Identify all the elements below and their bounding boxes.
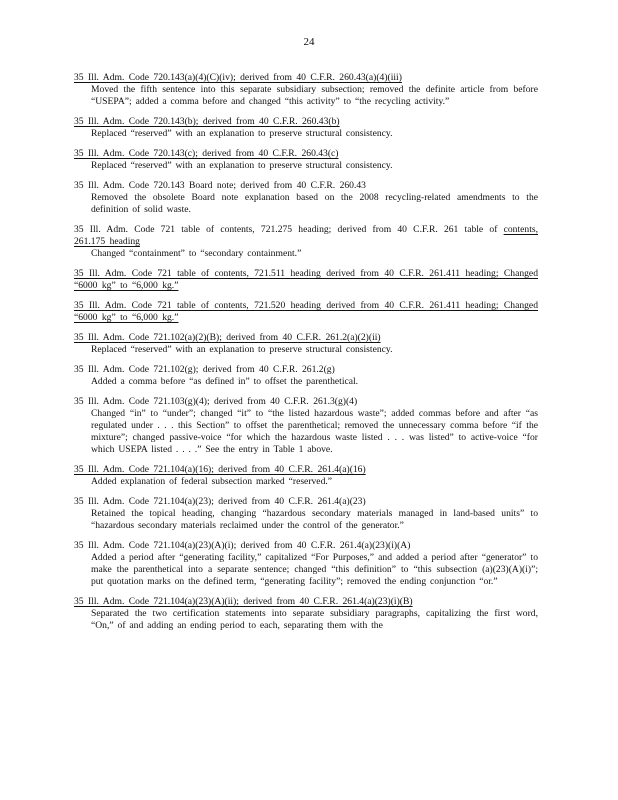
entry-citation: 35 Ill. Adm. Code 721.104(a)(16); derived from 40 C.F.R. 261.4(a)(16) — [74, 464, 366, 475]
entry-citation: 35 Ill. Adm. Code 720.143(a)(4)(C)(iv); derived from 40 C.F.R. 260.43(a)(4)(iii) — [74, 72, 402, 83]
entry-note: Replaced “reserved” with an explanation to preserve structural consistency. — [91, 344, 393, 355]
entry — [74, 540, 538, 588]
entry-note: Changed “in” to “under”; changed “it” to “the listed hazardous waste”; added commas before and after “as regulated under . . . this Section” to offset the parenthetical; removed the unnecessary comma before “if the mixture”; changed passive-voice “for which the hazardous waste listed . . . was listed” to active-voice “for which USEPA listed . . . .” See the entry in Table 1 above. — [91, 408, 538, 455]
entry-note: Added explanation of federal subsection marked “reserved.” — [91, 476, 333, 487]
entry — [74, 72, 538, 108]
entry-citation: 35 Ill. Adm. Code 720.143(b); derived from 40 C.F.R. 260.43(b) — [74, 116, 340, 127]
entries-list — [74, 72, 538, 640]
entry — [74, 596, 538, 632]
entry — [74, 268, 538, 292]
entry-citation — [74, 224, 538, 248]
entry-citation: 35 Ill. Adm. Code 721.104(a)(23)(A)(i); derived from 40 C.F.R. 261.4(a)(23)(i)(A) — [74, 540, 411, 551]
entry — [74, 364, 538, 388]
page-number: 24 — [303, 36, 315, 48]
entry-note: Retained the topical heading, changing “hazardous secondary materials managed in land-based units” to “hazardous secondary materials reclaimed under the control of the generator.” — [91, 508, 538, 531]
entry — [74, 332, 538, 356]
entry-citation: 35 Ill. Adm. Code 721.102(g); derived from 40 C.F.R. 261.2(g) — [74, 364, 335, 375]
entry-citation-tail: contents, 261.175 heading — [74, 224, 538, 247]
entry-note: Removed the obsolete Board note explanation based on the 2008 recycling-related amendments to the definition of solid waste. — [91, 192, 538, 215]
entry — [74, 148, 538, 172]
entry-note: Moved the fifth sentence into this separate subsidiary subsection; removed the definite article from before “USEPA”; added a comma before and changed “this activity” to “the recycling activity.” — [91, 84, 538, 107]
entry-citation: 35 Ill. Adm. Code 721 table of contents, 721.511 heading derived from 40 C.F.R. 261.411 heading; Changed “6000 kg” to “6,000 kg.” — [74, 268, 538, 291]
entry-note: Added a comma before “as defined in” to offset the parenthetical. — [91, 376, 359, 387]
entry-citation: 35 Ill. Adm. Code 721 table of contents, 721.520 heading derived from 40 C.F.R. 261.411 heading; Changed “6000 kg” to “6,000 kg.” — [74, 300, 538, 323]
entry-citation-head: 35 Ill. Adm. Code 721 table of contents, 721.275 heading; derived from 40 C.F.R. 261 table of — [74, 224, 498, 235]
entry — [74, 496, 538, 532]
entry-citation: 35 Ill. Adm. Code 721.102(a)(2)(B); derived from 40 C.F.R. 261.2(a)(2)(ii) — [74, 332, 381, 343]
entry-note: Changed “containment” to “secondary containment.” — [91, 248, 302, 259]
entry-citation: 35 Ill. Adm. Code 720.143(c); derived from 40 C.F.R. 260.43(c) — [74, 148, 339, 159]
entry — [74, 180, 538, 216]
entry — [74, 396, 538, 456]
entry — [74, 300, 538, 324]
entry — [74, 116, 538, 140]
entry — [74, 464, 538, 488]
entry-citation: 35 Ill. Adm. Code 721.103(g)(4); derived from 40 C.F.R. 261.3(g)(4) — [74, 396, 358, 407]
entry-note: Added a period after “generating facility,” capitalized “For Purposes,” and added a period after “generator” to make the parenthetical into a separate sentence; changed “this definition” to “this subsection (a)(23)(A)(i)”; put quotation marks on the defined term, “generating facility”; removed the ending conjunction “or.” — [91, 552, 538, 587]
entry-citation: 35 Ill. Adm. Code 721.104(a)(23)(A)(ii); derived from 40 C.F.R. 261.4(a)(23)(i)(B) — [74, 596, 413, 607]
entry-note: Separated the two certification statements into separate subsidiary paragraphs, capitalizing the first word, “On,” of and adding an ending period to each, separating them with the — [91, 608, 538, 631]
entry-note: Replaced “reserved” with an explanation to preserve structural consistency. — [91, 128, 393, 139]
entry-citation: 35 Ill. Adm. Code 721.104(a)(23); derived from 40 C.F.R. 261.4(a)(23) — [74, 496, 366, 507]
entry-note: Replaced “reserved” with an explanation to preserve structural consistency. — [91, 160, 393, 171]
entry — [74, 224, 538, 260]
entry-citation: 35 Ill. Adm. Code 720.143 Board note; derived from 40 C.F.R. 260.43 — [74, 180, 366, 191]
